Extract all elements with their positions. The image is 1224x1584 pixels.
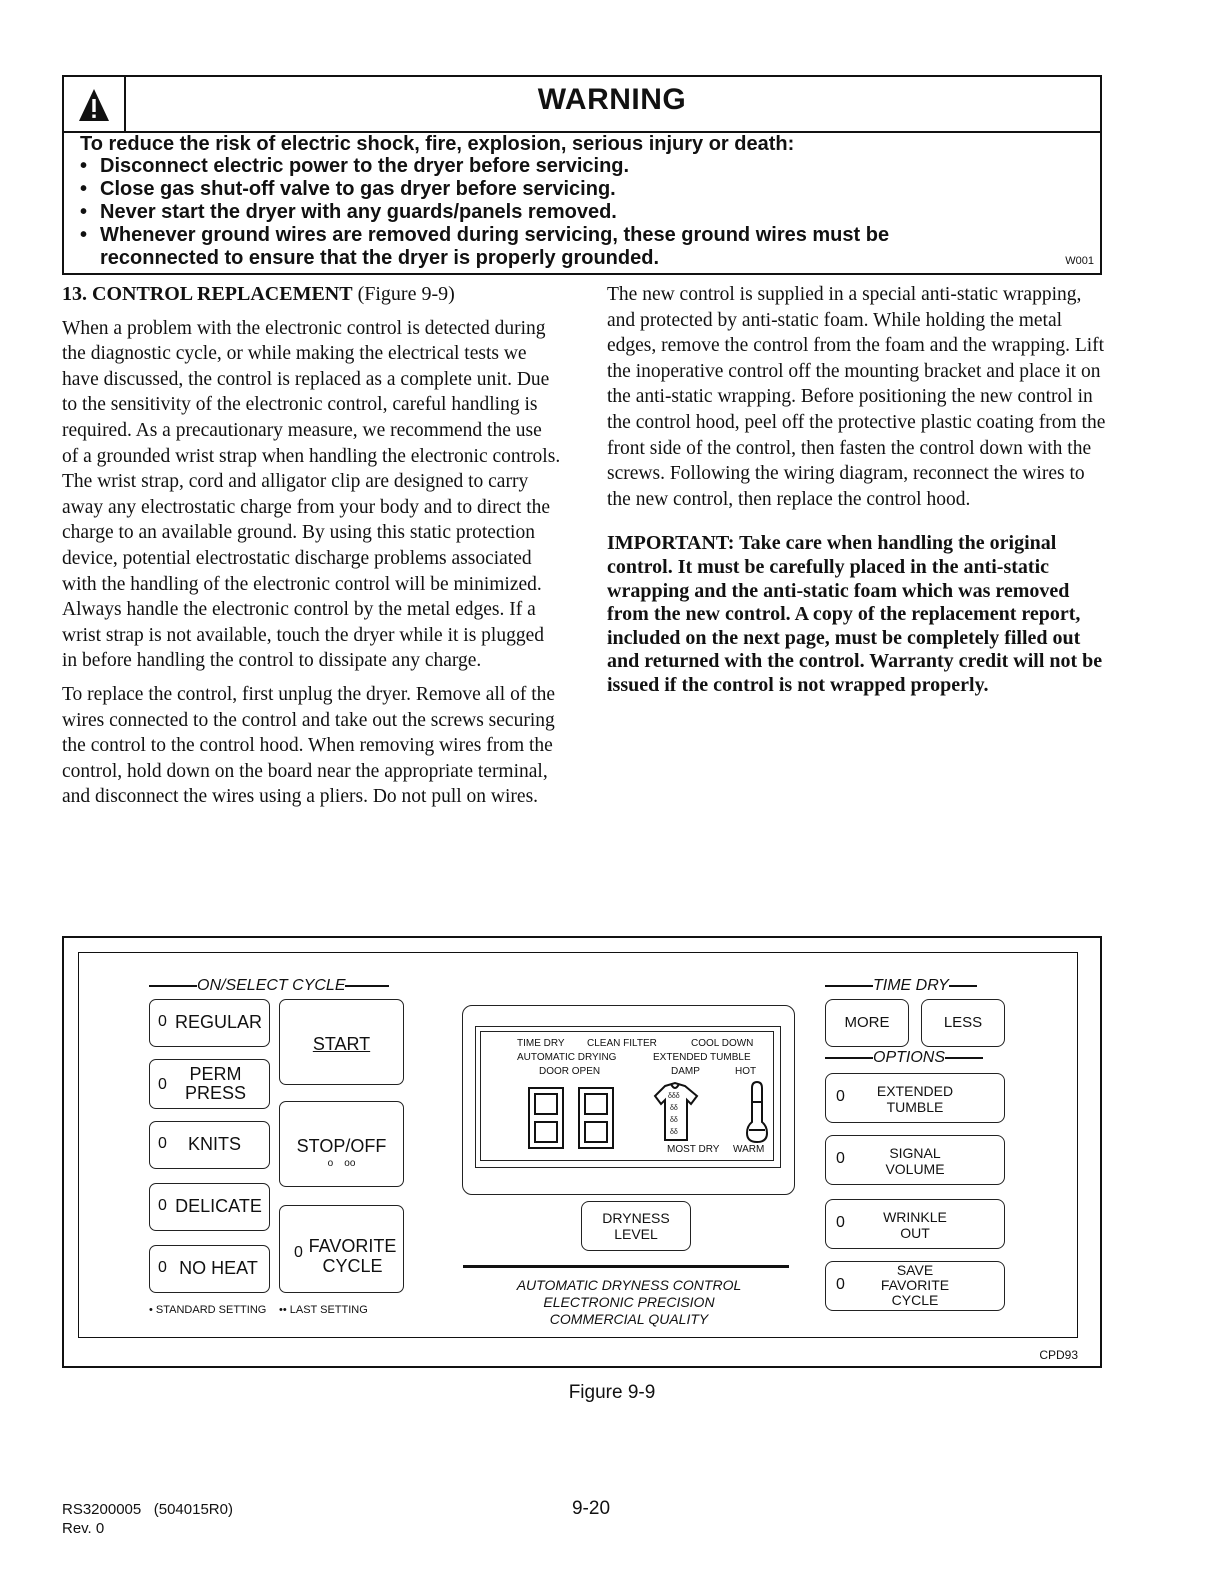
display-indicator: DOOR OPEN xyxy=(539,1066,601,1077)
start-button[interactable]: START xyxy=(279,999,404,1085)
page-number: 9-20 xyxy=(571,1498,611,1519)
divider-line xyxy=(463,1265,789,1268)
display-indicator: MOST DRY xyxy=(667,1144,720,1155)
time-dry-less-button[interactable]: LESS xyxy=(921,999,1005,1047)
warning-triangle-icon xyxy=(64,77,124,131)
display-indicator: COOL DOWN xyxy=(691,1038,754,1049)
footer-revision: Rev. 0 xyxy=(62,1520,105,1537)
svg-text:δδ: δδ xyxy=(670,1129,678,1136)
knits-cycle-button[interactable]: 0 KNITS xyxy=(149,1121,270,1169)
paragraph-static-handling: When a problem with the electronic control is detected during the diagnostic cycle, or while making the electrical tests we have discussed, the control is replaced as a complete unit. Due to the sensitivity of the electronic control, careful handling is required. As a precautionary measure, we recommend the use of a grounded wrist strap when handling the electronic controls. The wrist strap, cord and alligator clip are designed to carry away any electrostatic charge from your body and to direct the charge to an available ground. By using this static protection device, potential electrostatic discharge problems associated with the handling of the electronic control will be minimized. Always handle the electronic control by the metal edges. If a wrist strap is not available, touch the dryer while it is plugged in before handling the control to dissipate any charge. xyxy=(62,317,561,672)
shirt-dryness-icon xyxy=(651,1080,701,1144)
lcd-display xyxy=(480,1031,774,1161)
time-dry-label: TIME DRY xyxy=(825,977,977,995)
warning-lead: To reduce the risk of electric shock, fire, explosion, serious injury or death: xyxy=(80,133,795,155)
no-heat-cycle-button[interactable]: 0 NO HEAT xyxy=(149,1245,270,1293)
figure-code: CPD93 xyxy=(1039,1348,1078,1362)
time-dry-more-button[interactable]: MORE xyxy=(825,999,909,1047)
warning-icon-cell xyxy=(64,77,126,131)
display-indicator: AUTOMATIC DRYING xyxy=(517,1052,617,1063)
signal-volume-button[interactable]: 0 SIGNAL VOLUME xyxy=(825,1135,1005,1185)
legend-standard-setting: • STANDARD SETTING xyxy=(149,1304,267,1316)
warning-box xyxy=(62,75,1102,275)
slogan-line: COMMERCIAL QUALITY xyxy=(549,1311,709,1327)
section-title: CONTROL REPLACEMENT xyxy=(92,283,353,305)
svg-text:δδδ: δδδ xyxy=(668,1093,680,1100)
extended-tumble-button[interactable]: 0 EXTENDED TUMBLE xyxy=(825,1073,1005,1123)
slogan-line: AUTOMATIC DRYNESS CONTROL xyxy=(516,1277,742,1293)
perm-press-cycle-button[interactable]: 0 PERM PRESS xyxy=(149,1059,270,1109)
paragraph-replace-steps: To replace the control, first unplug the dryer. Remove all of the wires connected to the control and take out the screws securing the control to the control hood. When removing wires from the control, hold down on the board near the appropriate terminal, and disconnect the wires using a pliers. Do not pull on wires. xyxy=(62,683,556,808)
right-column xyxy=(607,282,1107,706)
favorite-cycle-button[interactable]: 0 FAVORITE CYCLE xyxy=(279,1205,404,1293)
regular-cycle-button[interactable]: 0 REGULAR xyxy=(149,999,270,1047)
on-select-cycle-label: ON/SELECT CYCLE xyxy=(149,977,389,995)
display-indicator: TIME DRY xyxy=(517,1038,565,1049)
left-column xyxy=(62,282,562,818)
figure-caption: Figure 9-9 xyxy=(568,1382,656,1403)
thermometer-icon xyxy=(745,1080,769,1146)
warning-bullet: • Never start the dryer with any guards/panels removed. xyxy=(80,201,617,223)
control-panel-illustration xyxy=(78,952,1078,1338)
warning-bullet: • Close gas shut-off valve to gas dryer before servicing. xyxy=(80,178,616,200)
display-indicator: DAMP xyxy=(671,1066,700,1077)
display-bezel xyxy=(462,1005,795,1195)
footer-part-number: (504015R0) xyxy=(153,1501,233,1518)
section-number: 13. xyxy=(62,283,87,305)
warning-bullet: • Whenever ground wires are removed during servicing, these ground wires must be xyxy=(80,224,890,246)
footer-doc-number: RS3200005 xyxy=(62,1501,142,1518)
warning-bullet-continuation: reconnected to ensure that the dryer is properly grounded. xyxy=(100,247,659,269)
warning-code: W001 xyxy=(1065,255,1094,267)
important-notice: IMPORTANT: Take care when handling the original control. It must be carefully placed in the anti-static wrapping and the anti-static foam which was removed from the new control. A copy of the replacement report, included on the next page, must be completely filled out and returned with the control. Warranty credit will not be issued if the control is not wrapped properly. xyxy=(607,532,1103,696)
slogan-line: ELECTRONIC PRECISION xyxy=(543,1294,715,1310)
display-indicator: CLEAN FILTER xyxy=(587,1038,657,1049)
figure-frame xyxy=(62,936,1102,1368)
warning-bullet: • Disconnect electric power to the dryer before servicing. xyxy=(80,155,630,177)
warning-title: WARNING xyxy=(537,83,687,116)
save-favorite-cycle-button[interactable]: 0 SAVE FAVORITE CYCLE xyxy=(825,1261,1005,1311)
section-figure-ref: (Figure 9-9) xyxy=(357,283,455,305)
dryness-level-button[interactable]: DRYNESS LEVEL xyxy=(581,1201,691,1251)
wrinkle-out-button[interactable]: 0 WRINKLE OUT xyxy=(825,1199,1005,1249)
delicate-cycle-button[interactable]: 0 DELICATE xyxy=(149,1183,270,1231)
seven-segment-digits-icon xyxy=(523,1084,623,1152)
legend-last-setting: •• LAST SETTING xyxy=(279,1304,368,1316)
svg-text:δδ: δδ xyxy=(670,1117,678,1124)
paragraph-new-control: The new control is supplied in a special anti-static wrapping, and protected by anti-static foam. While holding the metal edges, remove the control from the foam and the wrapping. Lift the inoperative control off the mounting bracket and place it on the anti-static wrapping. Before positioning the new control in the control hood, peel off the protective plastic coating from the front side of the control, then fasten the control down with the screws. Following the wiring diagram, reconnect the wires to the new control, then replace the control hood. xyxy=(607,284,1106,510)
section-heading xyxy=(62,282,562,308)
stop-off-button[interactable]: STOP/OFF o oo xyxy=(279,1101,404,1187)
display-frame xyxy=(475,1026,781,1168)
options-label: OPTIONS xyxy=(825,1049,983,1067)
svg-text:δδ: δδ xyxy=(670,1105,678,1112)
display-indicator: EXTENDED TUMBLE xyxy=(653,1052,751,1063)
display-indicator: HOT xyxy=(735,1066,757,1077)
display-indicator: WARM xyxy=(733,1144,765,1155)
